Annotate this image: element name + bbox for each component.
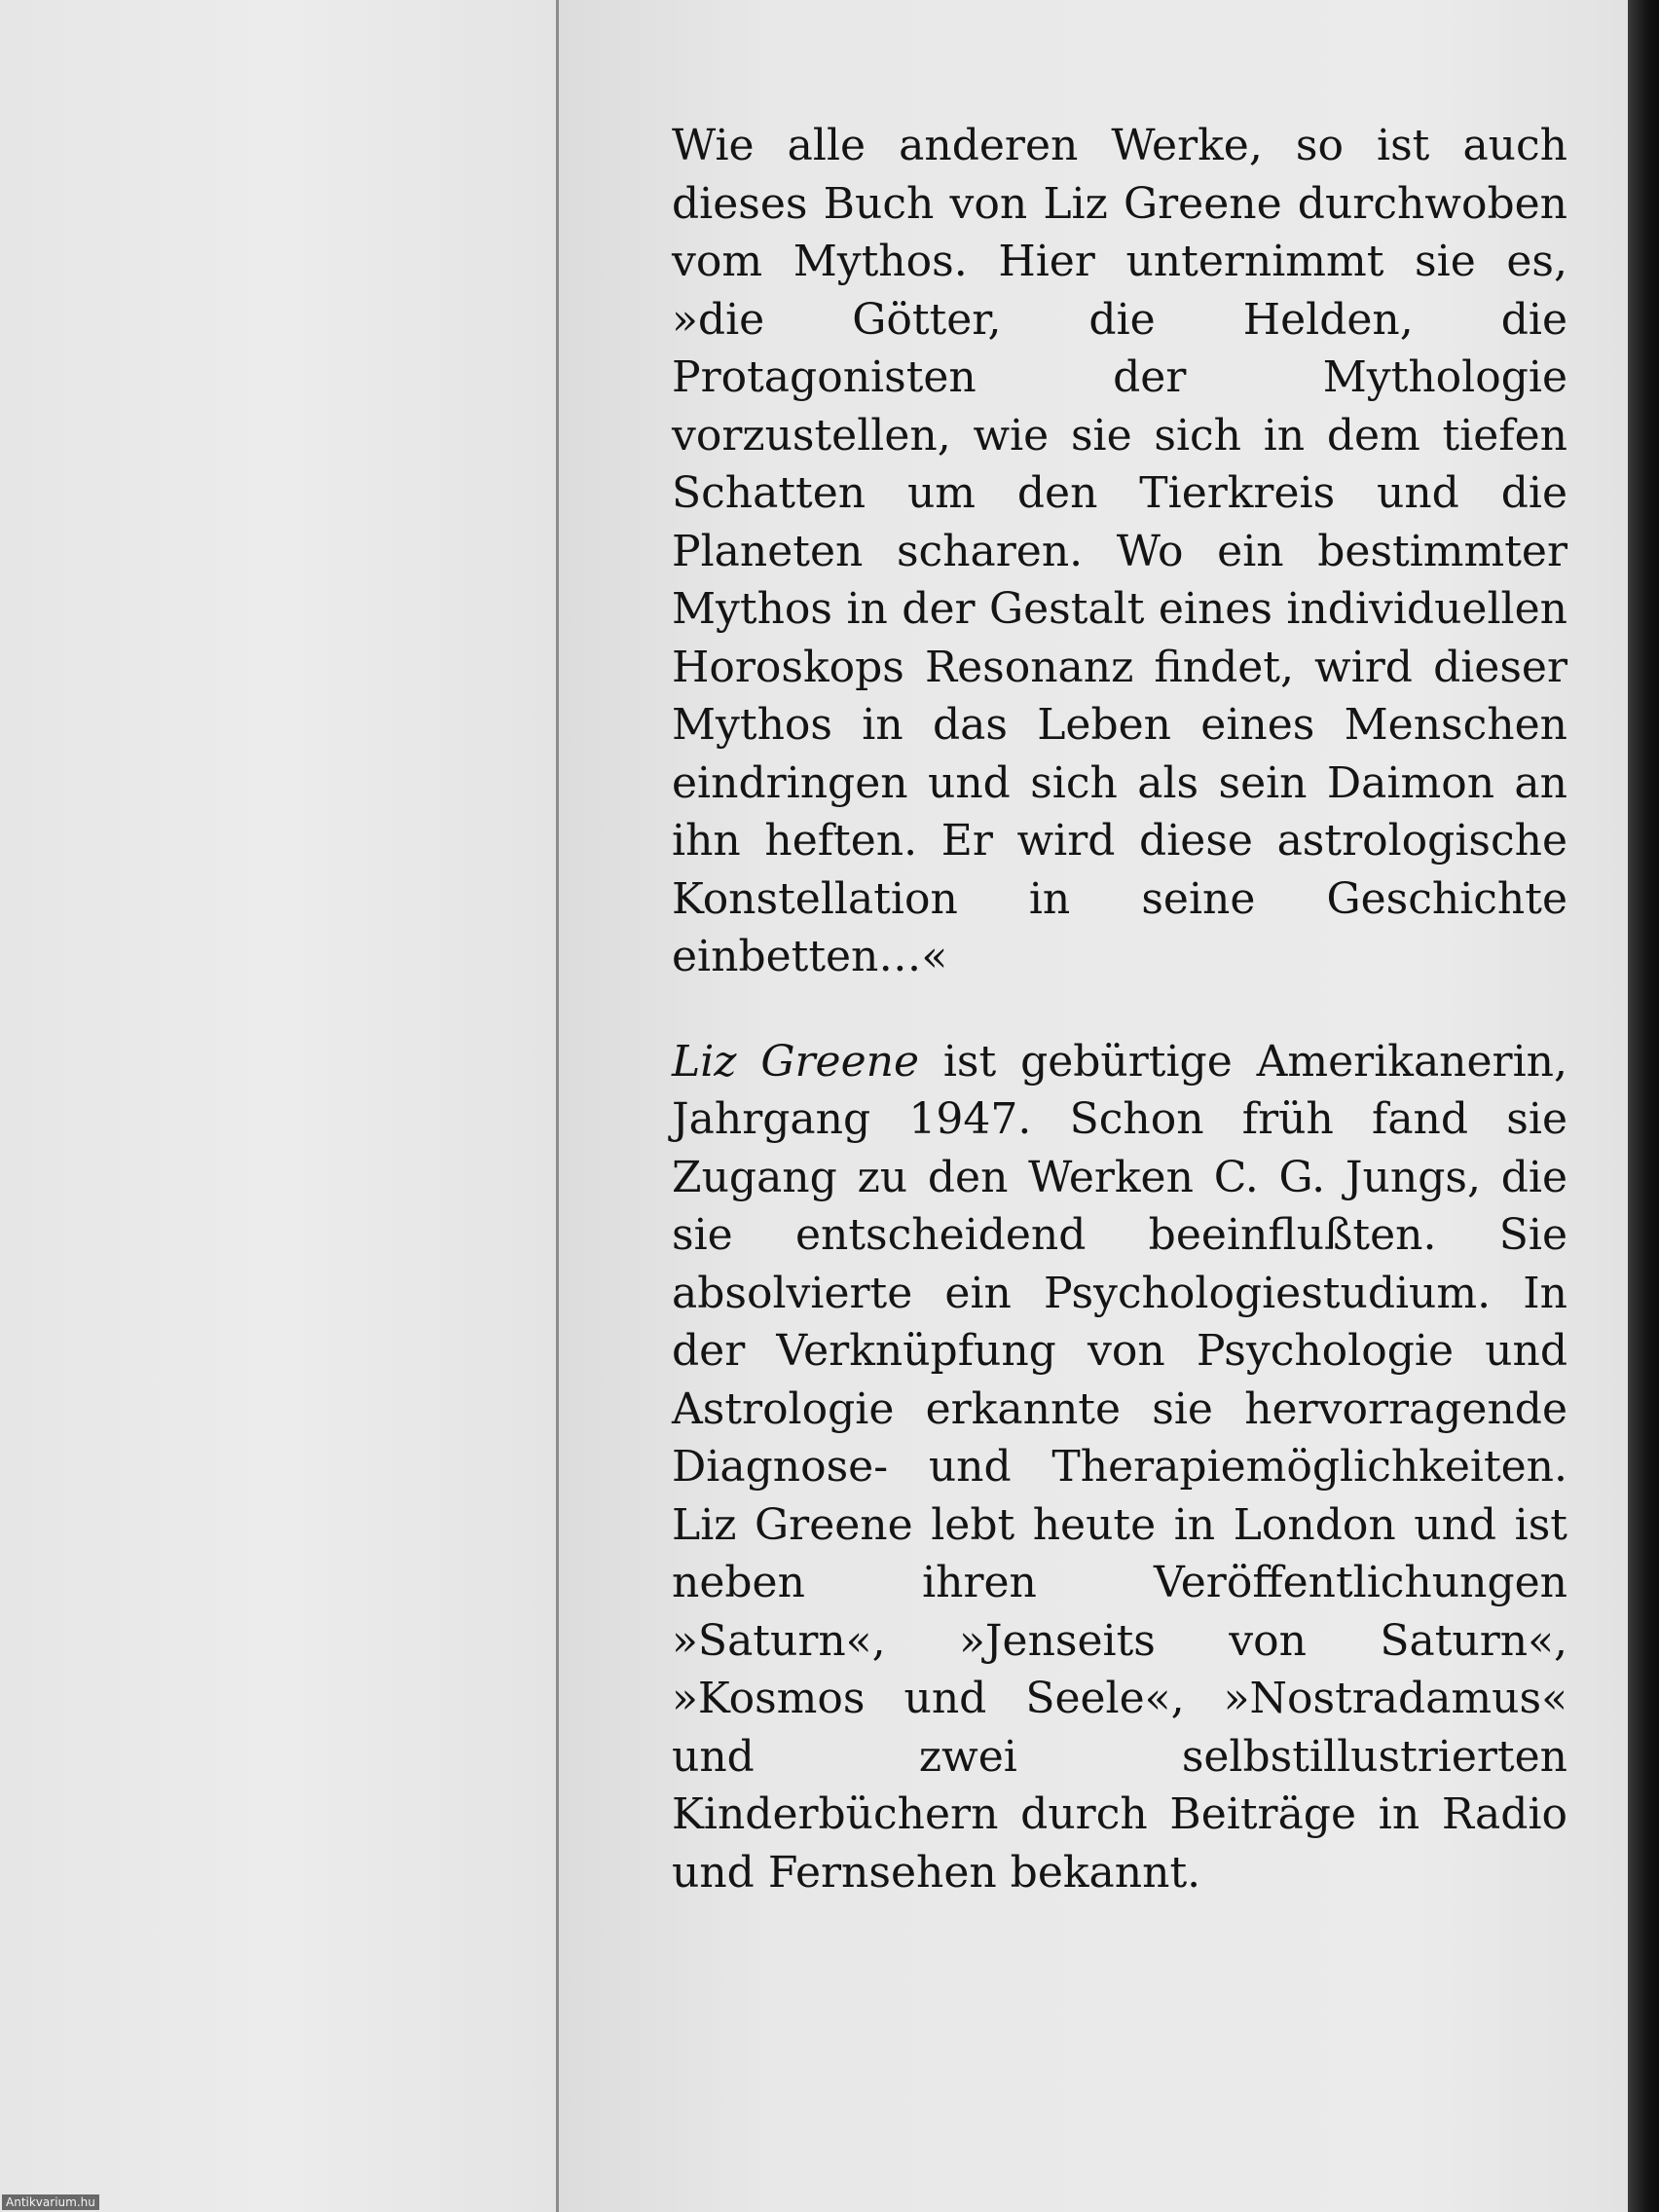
left-flap-page (0, 0, 557, 2212)
author-bio-text: ist gebürtige Amerikanerin, Jahrgang 1947. Schon früh fand sie Zugang zu den Werken C. G. Jungs, die sie entscheidend beeinflußten. Sie absolvierte ein Psychologiestudium. In der Verknüpfung von Psychologie und Astrologie erkannte sie hervorragende Diagnose- und Therapiemöglichkeiten. Liz Greene lebt heute in London und ist neben ihren Veröffentlichungen »Saturn«, »Jenseits von Saturn«, »Kosmos und Seele«, »Nostradamus« und zwei selbstillustrierten Kinderbüchern durch Beiträge in Radio und Fernsehen bekannt. (672, 1036, 1567, 1898)
author-name: Liz Greene (672, 1036, 919, 1087)
author-bio-paragraph (672, 1033, 1567, 1902)
flap-text (672, 117, 1567, 1901)
book-edge-shadow (1628, 0, 1659, 2212)
watermark: Antikvarium.hu (2, 2194, 99, 2210)
book-description-paragraph: Wie alle anderen Werke, so ist auch dieses Buch von Liz Greene durchwoben vom Mythos. Hier unternimmt sie es, »die Götter, die Helden, die Protagonisten der Mythologie vorzustellen, wie sie sich in dem tiefen Schatten um den Tierkreis und die Planeten scharen. Wo ein bestimmter Mythos in der Gestalt eines individuellen Horoskops Resonanz findet, wird dieser Mythos in das Leben eines Menschen eindringen und sich als sein Daimon an ihn heften. Er wird diese astrologische Konstellation in seine Geschichte einbetten…« (672, 121, 1567, 981)
